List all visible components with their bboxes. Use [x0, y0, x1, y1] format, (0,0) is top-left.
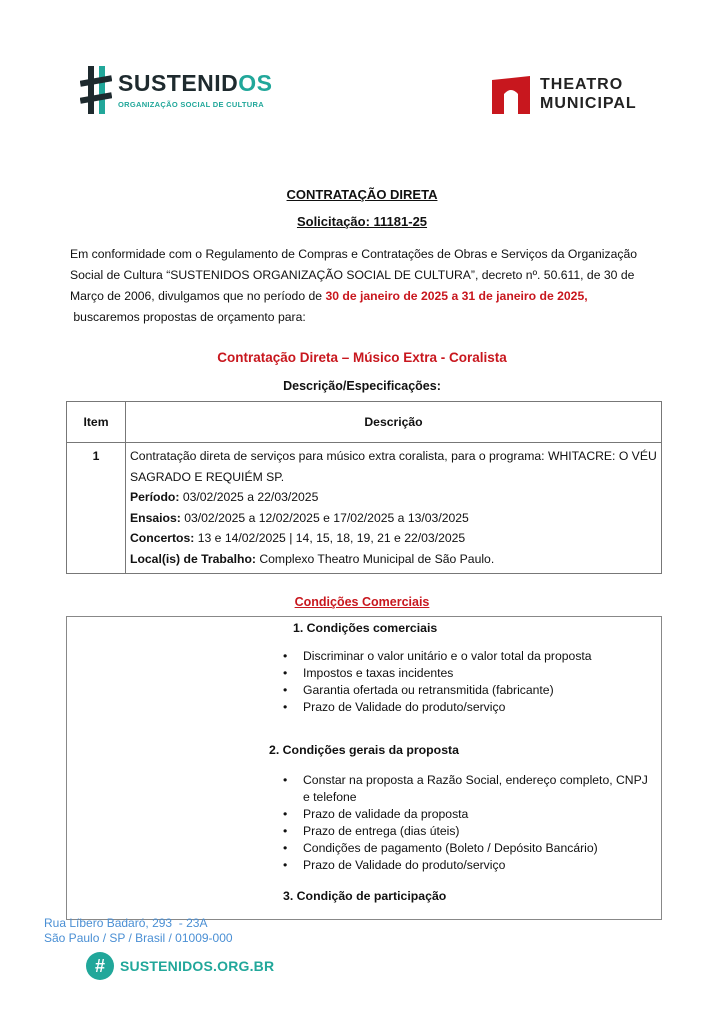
desc-line-2: SAGRADO E REQUIÉM SP.: [130, 469, 285, 484]
list-item: • Constar na proposta a Razão Social, endereço completo, CNPJ e telefone: [275, 772, 657, 806]
intro-line-4: buscaremos propostas de orçamento para:: [70, 310, 306, 324]
list-item: • Prazo de Validade do produto/serviço: [275, 699, 645, 716]
footer-logo: [86, 952, 286, 982]
brand-name: SUSTENIDOS: [118, 70, 273, 96]
period-highlight: 30 de janeiro de 2025 a 31 de janeiro de 2025,: [325, 289, 588, 303]
cond-heading-3: 3. Condição de participação: [283, 889, 447, 903]
brand-subtitle: ORGANIZAÇÃO SOCIAL DE CULTURA: [118, 100, 264, 109]
hashtag-circle-icon: #: [86, 952, 114, 980]
theatro-mark-icon: [490, 74, 532, 116]
ensaios-line: Ensaios: 03/02/2025 a 12/02/2025 e 17/02/2025 a 13/03/2025: [130, 510, 469, 525]
list-item: • Impostos e taxas incidentes: [275, 665, 645, 682]
item-description: [126, 443, 662, 574]
table-row: [67, 443, 662, 574]
intro-paragraph: [70, 244, 670, 328]
periodo-line: Período: 03/02/2025 a 22/03/2025: [130, 490, 319, 504]
address-line-1: Rua Líbero Badaró, 293 - 23A: [44, 916, 208, 930]
cond-list-2: [275, 772, 657, 874]
cond-list-1: [275, 648, 645, 716]
concertos-line: Concertos: 13 e 14/02/2025 | 14, 15, 18, 19, 21 e 22/03/2025: [130, 531, 466, 545]
col-desc-header: Descrição: [126, 402, 662, 443]
theatro-municipal-logo: [490, 72, 660, 118]
local-line: Local(is) de Trabalho: Complexo Theatro Municipal de São Paulo.: [130, 551, 495, 566]
conditions-box: [66, 616, 662, 920]
list-item: • Discriminar o valor unitário e o valor total da proposta: [275, 648, 645, 665]
request-number: Solicitação: 11181-25: [296, 214, 428, 229]
list-item: • Prazo de Validade do produto/serviço: [275, 857, 657, 874]
cond-heading-1: 1. Condições comerciais: [293, 621, 438, 635]
list-item: • Garantia ofertada ou retransmitida (fabricante): [275, 682, 645, 699]
footer-address: [44, 916, 233, 946]
list-item: • Prazo de entrega (dias úteis): [275, 823, 657, 840]
col-item-header: Item: [67, 402, 126, 443]
list-item: • Prazo de validade da proposta: [275, 806, 657, 823]
intro-line-1: Em conformidade com o Regulamento de Compras e Contratações de Obras e Serviços da Organização: [70, 247, 638, 261]
spec-table: [66, 401, 662, 574]
intro-line-3: Março de 2006, divulgamos que no período de 30 de janeiro de 2025 a 31 de janeiro de 2025,: [70, 289, 588, 303]
intro-line-2: Social de Cultura “SUSTENIDOS ORGANIZAÇÃO SOCIAL DE CULTURA”, decreto nº. 50.611, de 30 de: [70, 268, 635, 282]
conditions-title: Condições Comerciais: [294, 595, 430, 609]
spec-heading: Descrição/Especificações:: [283, 379, 441, 393]
section-title: Contratação Direta – Músico Extra - Coralista: [217, 350, 507, 365]
doc-title: CONTRATAÇÃO DIRETA: [286, 187, 438, 202]
hashtag-icon: [80, 64, 112, 116]
sustenidos-logo: [80, 64, 273, 120]
theatro-line2: MUNICIPAL: [540, 95, 637, 112]
table-header-row: [67, 402, 662, 443]
cond-heading-2: 2. Condições gerais da proposta: [269, 743, 459, 757]
list-item: • Condições de pagamento (Boleto / Depósito Bancário): [275, 840, 657, 857]
desc-line-1: Contratação direta de serviços para músico extra coralista, para o programa: WHITACRE: O VÉU: [130, 449, 657, 463]
address-line-2: São Paulo / SP / Brasil / 01009-000: [44, 931, 233, 945]
theatro-line1: THEATRO: [540, 76, 624, 93]
item-number: 1: [67, 443, 126, 574]
footer-site[interactable]: SUSTENIDOS.ORG.BR: [120, 958, 275, 974]
